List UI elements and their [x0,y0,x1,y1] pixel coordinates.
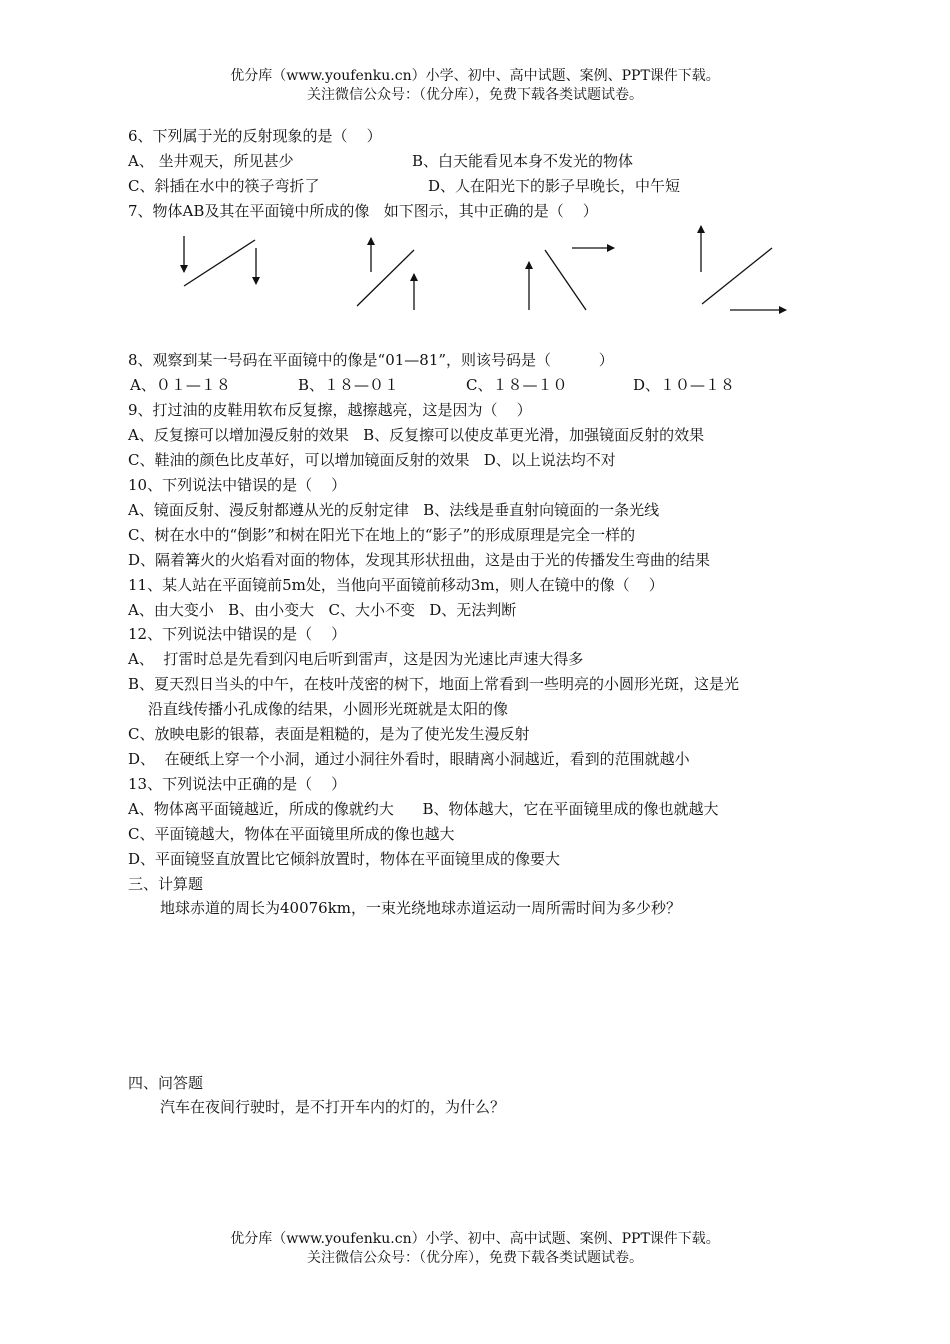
q9-stem: 9、打过油的皮鞋用软布反复擦，越擦越亮，这是因为（ ） [128,401,532,419]
q13-option-d: D、平面镜竖直放置比它倾斜放置时，物体在平面镜里成的像要大 [128,850,561,868]
q12-stem: 12、下列说法中错误的是（ ） [128,625,347,643]
section-3-question: 地球赤道的周长为40076km，一束光绕地球赤道运动一周所需时间为多少秒？ [160,899,682,917]
header-line-1: 优分库（www.youfenku.cn）小学、初中、高中试题、案例、PPT课件下载。 [230,68,720,84]
q7-figure-1 [184,236,256,286]
q13-stem: 13、下列说法中正确的是（ ） [128,775,347,793]
q11-stem: 11、某人站在平面镜前5m处，当他向平面镜前移动3m，则人在镜中的像（ ） [128,576,664,594]
q7-mirror-figures [0,220,950,320]
q12-option-c: C、放映电影的银幕，表面是粗糙的，是为了使光发生漫反射 [128,725,530,743]
q12-option-d: D、 在硬纸上穿一个小洞，通过小洞往外看时，眼睛离小洞越近，看到的范围就越小 [128,750,690,768]
q8-option-a: A、０１—１８ [130,376,231,394]
q13-options-ab: A、物体离平面镜越近，所成的像就约大 B、物体越大，它在平面镜里成的像也就越大 [128,800,719,818]
q10-options-ab: A、镜面反射、漫反射都遵从光的反射定律 B、法线是垂直射向镜面的一条光线 [128,501,660,519]
q7-stem: 7、物体AB及其在平面镜中所成的像 如下图示，其中正确的是（ ） [128,202,598,220]
section-4-title: 四、问答题 [128,1074,204,1092]
q9-options-ab: A、反复擦可以增加漫反射的效果 B、反复擦可以使皮革更光滑，加强镜面反射的效果 [128,426,705,444]
q10-option-d: D、隔着篝火的火焰看对面的物体，发现其形状扭曲，这是由于光的传播发生弯曲的结果 [128,551,711,569]
q8-option-b: B、１８—０１ [298,376,400,394]
header-line-2: 关注微信公众号：（优分库），免费下载各类试题试卷。 [307,87,643,103]
footer-line-1: 优分库（www.youfenku.cn）小学、初中、高中试题、案例、PPT课件下载。 [230,1231,720,1247]
q7-figure-3 [529,248,614,310]
q12-option-a: A、 打雷时总是先看到闪电后听到雷声，这是因为光速比声速大得多 [128,650,584,668]
q6-stem: 6、下列属于光的反射现象的是（ ） [128,127,382,145]
q8-option-d: D、１０—１８ [633,376,736,394]
footer-line-2: 关注微信公众号：（优分库），免费下载各类试题试卷。 [307,1250,643,1266]
q9-options-cd: C、鞋油的颜色比皮革好，可以增加镜面反射的效果 D、以上说法均不对 [128,451,616,469]
q7-figure-2 [357,238,414,310]
q6-option-b: B、白天能看见本身不发光的物体 [412,152,634,170]
q13-option-c: C、平面镜越大，物体在平面镜里所成的像也越大 [128,825,455,843]
q6-option-c: C、斜插在水中的筷子弯折了 [128,177,320,195]
q10-option-c: C、树在水中的“倒影”和树在阳光下在地上的“影子”的形成原理是完全一样的 [128,526,636,544]
section-3-title: 三、计算题 [128,875,204,893]
q11-options: A、由大变小 B、由小变大 C、大小不变 D、无法判断 [128,601,517,619]
q12-option-b-line1: B、夏天烈日当头的中午，在枝叶茂密的树下，地面上常看到一些明亮的小圆形光斑，这是光 [128,675,740,693]
q8-option-c: C、１８—１０ [466,376,568,394]
q12-option-b-line2: 沿直线传播小孔成像的结果，小圆形光斑就是太阳的像 [148,700,509,718]
q6-option-a: A、 坐井观天，所见甚少 [128,152,294,170]
q7-figure-4 [701,226,786,310]
q6-option-d: D、人在阳光下的影子早晚长，中午短 [428,177,681,195]
section-4-question: 汽车在夜间行驶时，是不打开车内的灯的，为什么？ [160,1098,506,1116]
q10-stem: 10、下列说法中错误的是（ ） [128,476,347,494]
q8-stem: 8、观察到某一号码在平面镜中的像是“01—81”，则该号码是（ ） [128,351,614,369]
